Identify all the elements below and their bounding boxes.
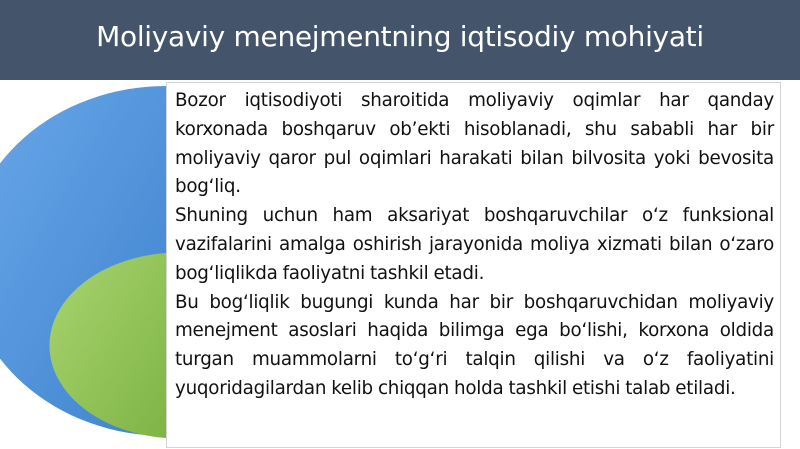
paragraph-1: Bozor iqtisodiyoti sharoitida moliyaviy oqimlar har qanday korxonada boshqaruv ob’ekti hisoblanadi, shu sababli har bir moliyaviy qaror pul oqimlari harakati bilan bilvosita yoki bevosita bog‘liq. — [175, 90, 774, 198]
paragraph-2: Shuning uchun ham aksariyat boshqaruvchilar o‘z funksional vazifalarini amalga oshirish jarayonida moliya xizmati bilan o‘zaro bog‘liqlikda faoliyatni tashkil etadi. — [175, 205, 774, 284]
slide-title: Moliyaviy menejmentning iqtisodiy mohiyati — [96, 19, 704, 53]
paragraph-3: Bu bog‘liqlik bugungi kunda har bir boshqaruvchidan moliyaviy menejment asoslari haqida bilimga ega bo‘lishi, korxona oldida turgan muammolarni to‘g‘ri talqin qilishi va o‘z faoliyatini yuqoridagilardan kelib chiqqan holda tashkil etishi talab etiladi. — [175, 291, 774, 399]
content-text-box — [166, 82, 781, 448]
